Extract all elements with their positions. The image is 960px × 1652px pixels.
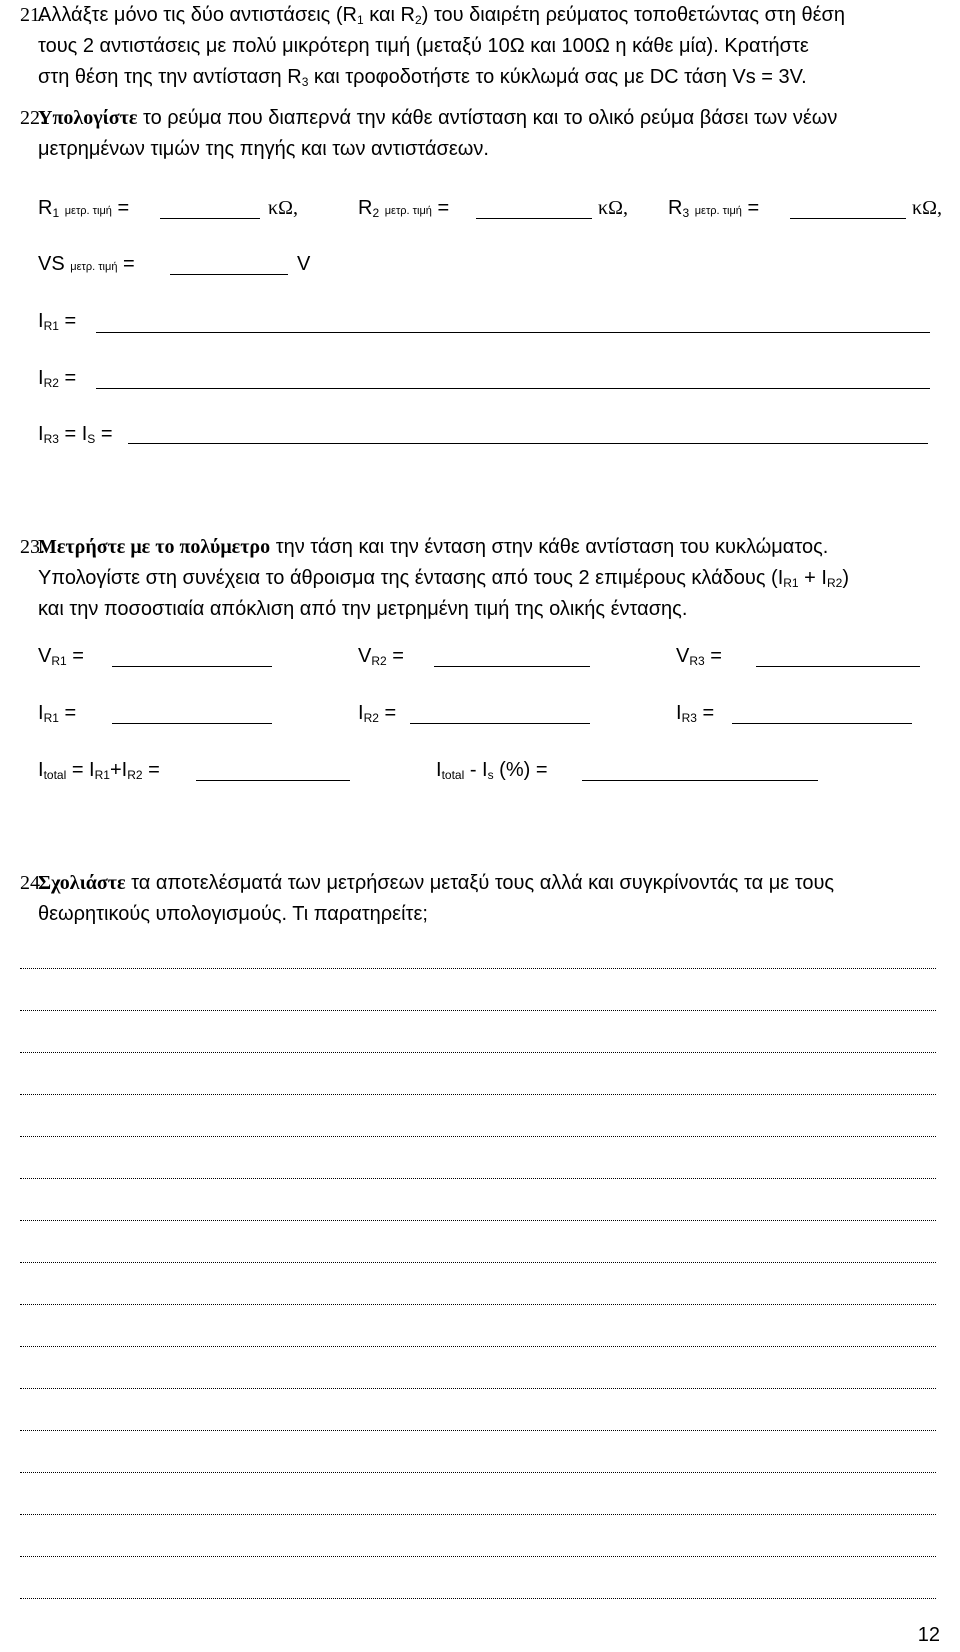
answer-line[interactable]: [20, 1010, 936, 1011]
r3-measured-label: $R_3$ μετρ. τιμή =: [668, 197, 760, 220]
q22-text: Υπολογίστε το ρεύμα που διαπερνά την κάθε αντίσταση και το ολικό ρεύμα βάσει των νέων μετρημένων τιμών της πηγής και των αντιστάσεων.: [38, 107, 838, 160]
q24-number: 24.: [20, 872, 45, 894]
answer-line[interactable]: [20, 1178, 936, 1179]
vr3-field[interactable]: [756, 666, 920, 667]
is-field[interactable]: [128, 443, 928, 444]
vr1-label: $V_{R1}$ =: [38, 645, 84, 668]
ir1-field[interactable]: [96, 332, 930, 333]
r3-unit: κΩ,: [912, 197, 942, 219]
r2-unit: κΩ,: [598, 197, 628, 219]
itotal-label: $I_{total} = I_{R1}+I_{R2}$ =: [38, 759, 160, 782]
r2-measured-label: $R_2$ μετρ. τιμή =: [358, 197, 450, 220]
answer-line[interactable]: [20, 1346, 936, 1347]
q21-line1: Αλλάξτε μόνο τις δύο αντιστάσεις ($R_1$ και $R_2$) του διαιρέτη ρεύματος τοποθετώντας στη θέση: [38, 4, 846, 27]
answer-line[interactable]: [20, 1430, 936, 1431]
q23-number: 23.: [20, 536, 45, 558]
answer-line[interactable]: [20, 1514, 936, 1515]
ir2-measured-field[interactable]: [410, 723, 590, 724]
ir1-measured-field[interactable]: [112, 723, 272, 724]
vr2-label: $V_{R2}$ =: [358, 645, 404, 668]
vr2-field[interactable]: [434, 666, 590, 667]
ir3-measured-label: $I_{R3}$ =: [676, 702, 715, 725]
answer-line[interactable]: [20, 1304, 936, 1305]
q21-line3: στη θέση της την αντίσταση $R_3$ και τροφοδοτήστε το κύκλωμά σας με DC τάση Vs = 3V.: [38, 66, 807, 89]
answer-line[interactable]: [20, 1598, 936, 1599]
q24-bold-verb: Σχολιάστε: [38, 872, 126, 894]
q21-number: 21.: [20, 4, 45, 26]
deviation-field[interactable]: [582, 780, 818, 781]
vs-unit: V: [297, 253, 311, 275]
ir2-field[interactable]: [96, 388, 930, 389]
ir3-is-label: $I_{R3} = I_S$ =: [38, 423, 113, 446]
answer-line[interactable]: [20, 1220, 936, 1221]
answer-line[interactable]: [20, 968, 936, 969]
r1-measured-label: $R_1$ μετρ. τιμή =: [38, 197, 130, 220]
r1-measured-field[interactable]: [160, 218, 260, 219]
answer-line[interactable]: [20, 1388, 936, 1389]
page-number: 12: [917, 1624, 940, 1646]
ir3-measured-field[interactable]: [732, 723, 912, 724]
ir1-measured-label: $I_{R1}$ =: [38, 702, 77, 725]
q23-bold-verb: Μετρήστε με το πολύμετρο: [38, 536, 271, 558]
answer-line[interactable]: [20, 1094, 936, 1095]
answer-line[interactable]: [20, 1136, 936, 1137]
answer-line[interactable]: [20, 1472, 936, 1473]
q22-number: 22.: [20, 107, 45, 129]
answer-line[interactable]: [20, 1052, 936, 1053]
itotal-field[interactable]: [196, 780, 350, 781]
q22-bold-verb: Υπολογίστε: [38, 107, 138, 129]
q24-text: Σχολιάστε τα αποτελέσματά των μετρήσεων μεταξύ τους αλλά και συγκρίνοντάς τα με τους θεωρητικούς υπολογισμούς. Τι παρατηρείτε;: [38, 872, 835, 925]
vr1-field[interactable]: [112, 666, 272, 667]
vr3-label: $V_{R3}$ =: [676, 645, 722, 668]
answer-line[interactable]: [20, 1556, 936, 1557]
vs-measured-field[interactable]: [170, 274, 288, 275]
answer-line[interactable]: [20, 1262, 936, 1263]
q23-text: Μετρήστε με το πολύμετρο την τάση και την ένταση στην κάθε αντίσταση του κυκλώματος. Υπολογίστε στη συνέχεια το άθροισμα της έντασης από τους 2 επιμέρους κλάδους $(I_{R1} + I_{R2})$ και την ποσοστιαία απόκλιση από την μετρημένη τιμή της ολικής έντασης.: [38, 536, 849, 620]
q21-line2: τους 2 αντιστάσεις με πολύ μικρότερη τιμή (μεταξύ 10Ω και 100Ω η κάθε μία). Κρατήστε: [38, 35, 809, 57]
q21-text: [38, 0, 943, 93]
ir2-measured-label: $I_{R2}$ =: [358, 702, 397, 725]
ir2-label: $I_{R2}$ =: [38, 367, 77, 390]
deviation-label: $I_{total} - I_s$ (%) =: [436, 759, 548, 782]
r1-unit: κΩ,: [268, 197, 298, 219]
ir1-label: $I_{R1}$ =: [38, 310, 77, 333]
r3-measured-field[interactable]: [790, 218, 906, 219]
vs-measured-label: VS μετρ. τιμή =: [38, 253, 135, 275]
r2-measured-field[interactable]: [476, 218, 592, 219]
